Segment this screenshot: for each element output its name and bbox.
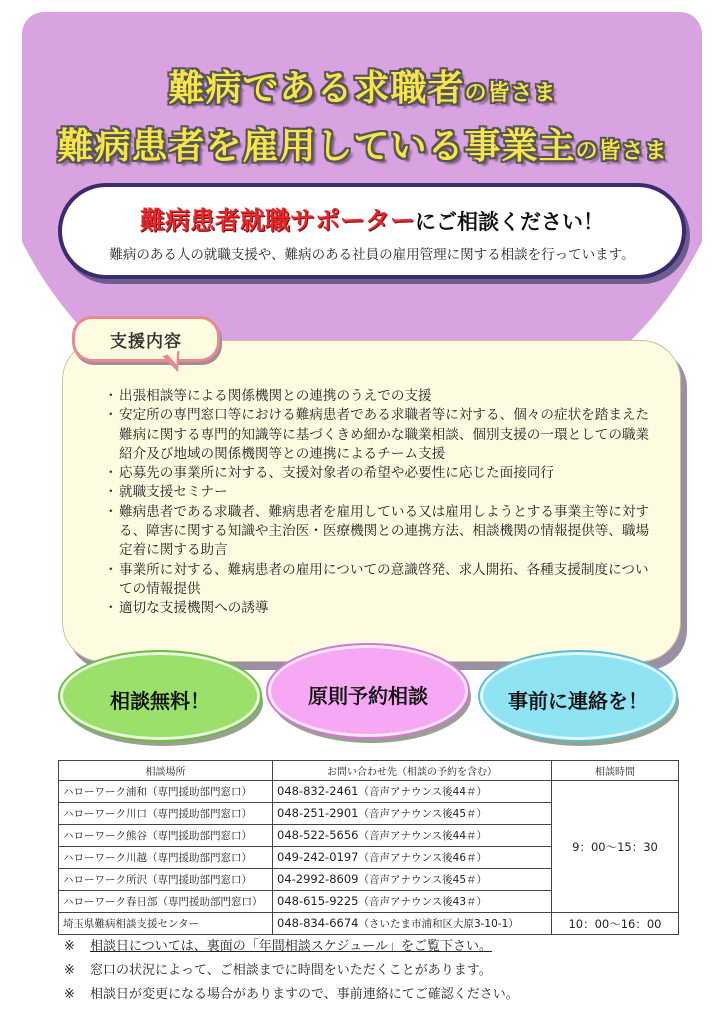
title-line-1 — [0, 60, 725, 111]
table-row — [59, 781, 679, 803]
phone-note: （音声アナウンス後45＃） — [358, 874, 488, 886]
title-line-1-small: の皆さま — [464, 81, 557, 106]
support-item: ・ 出張相談等による関係機関との連携のうえでの支援 — [119, 387, 654, 406]
row-place: ハローワーク所沢（専門援助部門窓口） — [59, 869, 273, 891]
title-line-2 — [0, 118, 725, 169]
phone-number: 048-522-5656 — [277, 828, 359, 842]
row-contact — [273, 913, 552, 935]
row-place: ハローワーク春日部（専門援助部門窓口） — [59, 891, 273, 913]
row-contact — [273, 825, 552, 847]
phone-note: （さいたま市浦和区大原3-10-1） — [358, 918, 519, 930]
consultation-table — [58, 760, 679, 935]
support-item: ・ 就職支援セミナー — [119, 483, 654, 502]
pill-label: 相談無料！ — [110, 689, 210, 713]
banner-rest: にご相談ください！ — [415, 210, 604, 234]
table-header-row — [59, 761, 679, 781]
note-mark: ※ — [64, 963, 75, 978]
table-row-center — [59, 913, 679, 935]
row-contact — [273, 781, 552, 803]
row-hours: 9：00～15：30 — [552, 781, 679, 913]
phone-note: （音声アナウンス後44＃） — [358, 830, 488, 842]
footnote-text: 窓口の状況によって、ご相談までに時間をいただくことがあります。 — [90, 963, 492, 978]
row-place: ハローワーク浦和（専門援助部門窓口） — [59, 781, 273, 803]
support-label-bubble — [72, 316, 220, 362]
row-contact — [273, 891, 552, 913]
support-item: ・ 適切な支援機関への誘導 — [119, 599, 654, 618]
phone-number: 048-615-9225 — [277, 894, 359, 908]
phone-number: 048-832-2461 — [277, 784, 359, 798]
row-contact — [273, 803, 552, 825]
support-list — [63, 341, 680, 619]
support-label: 支援内容 — [110, 332, 182, 352]
title-line-2-small: の皆さま — [575, 139, 668, 164]
banner-highlight: 難病患者就職サポーター — [139, 206, 415, 235]
pill-label: 事前に連絡を！ — [508, 689, 648, 713]
phone-note: （音声アナウンス後46＃） — [358, 852, 488, 864]
note-mark: ※ — [64, 987, 75, 1002]
support-item: ・ 難病患者である求職者、難病患者を雇用している又は雇用しようとする事業主等に対する、障害に関する知識や主治医・医療機関との連携方法、相談機関の情報提供等、職場定着に関する助言 — [119, 503, 654, 561]
contact-first-badge — [480, 652, 676, 740]
row-place: 埼玉県難病相談支援センター — [59, 913, 273, 935]
note-mark: ※ — [64, 939, 75, 954]
row-place: ハローワーク川口（専門援助部門窓口） — [59, 803, 273, 825]
supporter-banner — [58, 183, 686, 279]
row-contact — [273, 847, 552, 869]
phone-number: 04-2992-8609 — [277, 872, 359, 886]
row-place: ハローワーク川越（専門援助部門窓口） — [59, 847, 273, 869]
free-consultation-badge — [60, 652, 260, 740]
banner-headline — [62, 201, 682, 237]
header-place: 相談場所 — [59, 761, 273, 781]
footnote-text: 相談日については、裏面の「年間相談スケジュール」をご覧下さい。 — [90, 939, 492, 954]
row-hours: 10：00～16：00 — [552, 913, 679, 935]
pill-label: 原則予約相談 — [308, 684, 428, 708]
footnote — [64, 983, 519, 1007]
footnote — [64, 959, 519, 983]
header-contact: お問い合わせ先（相談の予約を含む） — [273, 761, 552, 781]
phone-number: 049-242-0197 — [277, 850, 359, 864]
title-line-1-main: 難病である求職者 — [168, 68, 465, 109]
phone-note: （音声アナウンス後45＃） — [358, 808, 488, 820]
phone-note: （音声アナウンス後43＃） — [358, 896, 488, 908]
phone-number: 048-251-2901 — [277, 806, 359, 820]
support-item: ・ 応募先の事業所に対する、支援対象者の希望や必要性に応じた面接同行 — [119, 464, 654, 483]
row-place: ハローワーク熊谷（専門援助部門窓口） — [59, 825, 273, 847]
support-content-card — [62, 340, 681, 662]
phone-number: 048-834-6674 — [277, 916, 359, 930]
row-contact — [273, 869, 552, 891]
header-hours: 相談時間 — [552, 761, 679, 781]
title-line-2-main: 難病患者を雇用している事業主 — [57, 126, 576, 167]
footnote — [64, 935, 519, 959]
banner-subtext: 難病のある人の就職支援や、難病のある社員の雇用管理に関する相談を行っています。 — [109, 247, 635, 263]
footnotes — [64, 935, 519, 1007]
footnote-text: 相談日が変更になる場合がありますので、事前連絡にてご確認ください。 — [90, 987, 519, 1002]
reservation-badge — [268, 645, 468, 737]
phone-note: （音声アナウンス後44＃） — [358, 786, 488, 798]
support-item: ・ 安定所の専門窓口等における難病患者である求職者等に対する、個々の症状を踏まえた難病に関する専門的知識等に基づくきめ細かな職業相談、個別支援の一環としての職業紹介及び地域の関係機関等との連携によるチーム支援 — [119, 406, 654, 464]
support-item: ・ 事業所に対する、難病患者の雇用についての意識啓発、求人開拓、各種支援制度についての情報提供 — [119, 561, 654, 600]
